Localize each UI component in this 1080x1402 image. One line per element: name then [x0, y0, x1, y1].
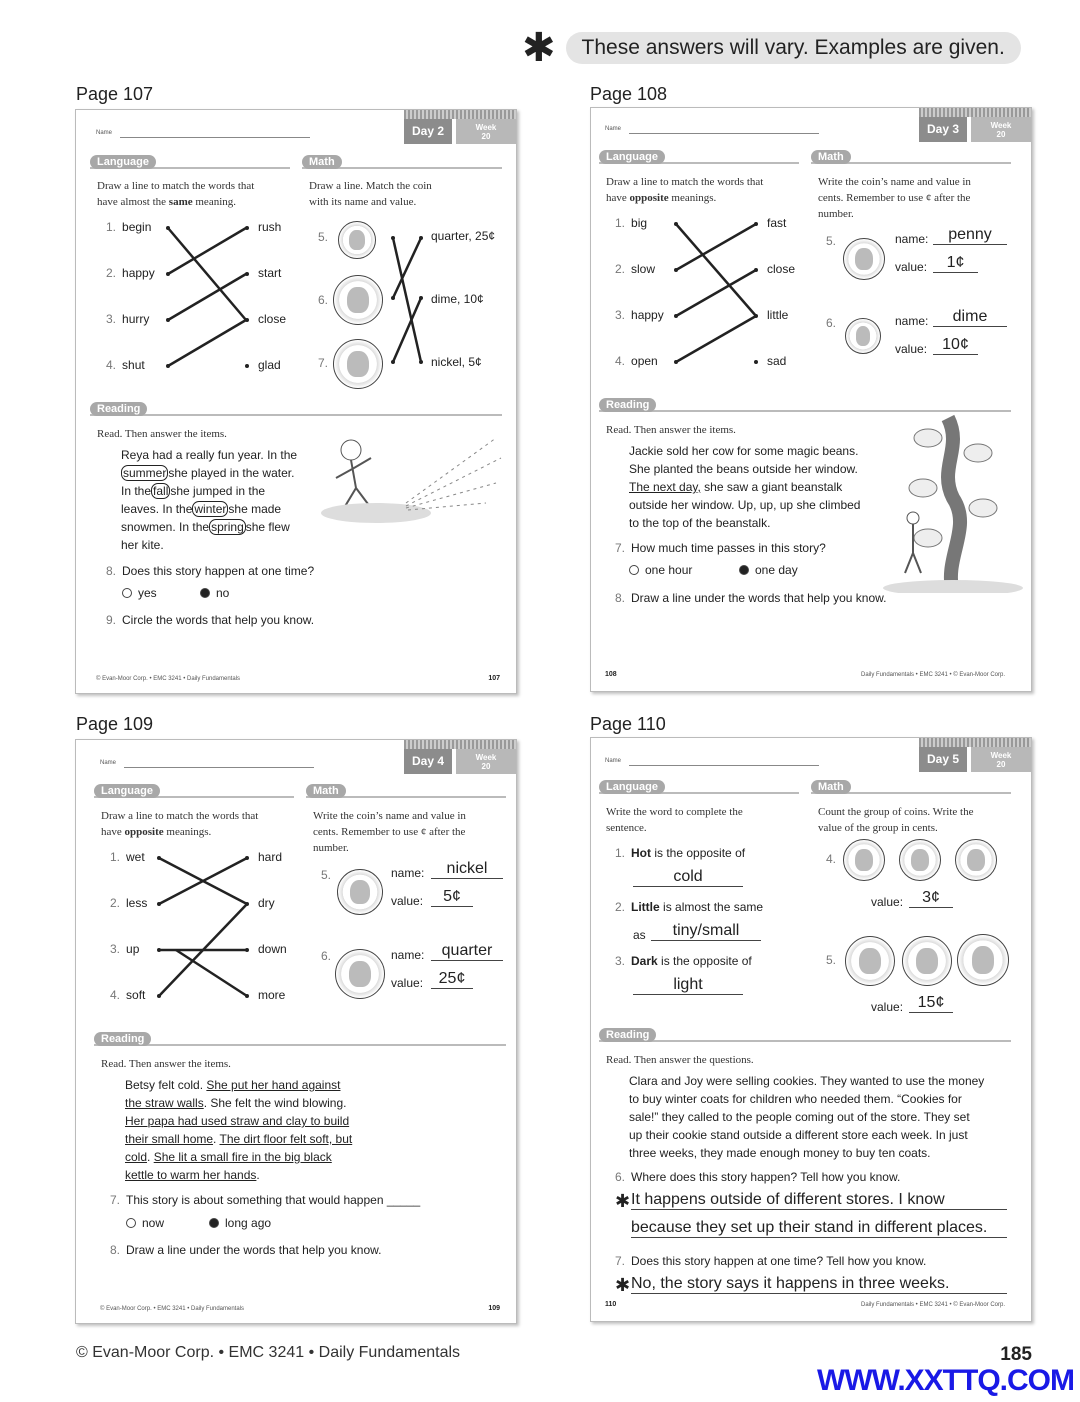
underlined-text: their small home — [125, 1132, 214, 1146]
worksheet-page-107 — [75, 109, 517, 694]
item-number: 7. — [110, 1193, 121, 1207]
story-line: she played in the water. — [168, 466, 295, 480]
reading-section-header — [90, 402, 502, 416]
nickel-coin-image — [957, 934, 1009, 986]
option-label: one day — [755, 563, 798, 577]
instr-line: Count the group of coins. Write the — [818, 806, 974, 818]
word: slow — [631, 262, 656, 276]
name-answer-row — [895, 314, 928, 328]
question-text: Does this story happen at one time? — [122, 564, 315, 578]
coin-value-answer: 25¢ — [431, 970, 473, 989]
word: open — [631, 354, 658, 368]
story-line: She planted the beans outside her window. — [629, 462, 858, 476]
instr-line: with its name and value. — [309, 196, 417, 208]
item-number: 8. — [106, 564, 117, 578]
week-label: Week — [475, 753, 497, 762]
question-7 — [615, 1254, 926, 1268]
instr-line: number. — [313, 842, 349, 854]
question-text: How much time passes in this story? — [631, 541, 826, 555]
coin-value-answer: 5¢ — [431, 888, 473, 907]
question-7 — [110, 1193, 420, 1207]
lines — [168, 228, 246, 366]
math-pill: Math — [306, 784, 346, 798]
nickel-coin-image — [337, 869, 383, 915]
question-text: Circle the words that help you know. — [122, 613, 315, 627]
sprinkler-illustration — [316, 428, 506, 528]
watermark: WWW.XXTTQ.COM — [817, 1364, 1074, 1397]
word: hurry — [122, 312, 150, 326]
right-word-4: sad — [767, 354, 787, 368]
question-text: is almost the same — [659, 900, 764, 914]
story-line: sale!” they called to the people coming out of the store. They set — [629, 1110, 970, 1124]
group-value-answer: 3¢ — [909, 889, 953, 908]
instr-line: number. — [818, 208, 854, 220]
word: soft — [126, 988, 146, 1002]
question-8 — [106, 564, 314, 578]
question-text: Draw a line under the words that help you know. — [126, 1243, 382, 1257]
coin-number: 7. — [318, 356, 329, 370]
right-word-1: rush — [258, 220, 282, 234]
language-pill: Language — [90, 155, 156, 169]
story-text — [629, 442, 860, 532]
day-badge: Day 2 — [404, 119, 452, 144]
answer-line: because they set up their stand in different places. — [631, 1219, 1007, 1238]
worksheet-page-number: 108 — [605, 671, 617, 678]
name-label: Name — [605, 758, 622, 764]
instr-line: have — [101, 826, 125, 838]
story-text — [629, 1072, 984, 1162]
worksheet-footer: © Evan-Moor Corp. • EMC 3241 • Daily Fundamentals — [100, 1306, 245, 1312]
right-word-3: down — [258, 942, 287, 956]
math-instructions — [818, 804, 1018, 836]
instr-line: Draw a line. Match the coin — [309, 180, 432, 192]
worksheet-page-110 — [590, 737, 1032, 1322]
circled-word: summer — [123, 466, 167, 480]
nickel-coin-image — [845, 936, 895, 986]
item-number: 1. — [106, 220, 117, 234]
question-9 — [106, 613, 314, 627]
note-text: These answers will vary. Examples are given. — [566, 32, 1021, 64]
reading-pill: Reading — [90, 402, 147, 416]
story-line: Clara and Joy were selling cookies. They wanted to use the money — [629, 1074, 985, 1088]
radio-filled-icon — [209, 1218, 219, 1228]
instr-line: Draw a line to match the words that — [101, 810, 259, 822]
question-8 — [110, 1243, 382, 1257]
language-pill: Language — [599, 150, 665, 164]
story-line: up their cookie stand outside a different store each week. In just — [629, 1128, 968, 1142]
story-line: three weeks, they made enough money to buy ten coats. — [629, 1146, 931, 1160]
language-pill: Language — [599, 780, 665, 794]
word: wet — [126, 850, 145, 864]
math-pill: Math — [811, 150, 851, 164]
reading-instructions: Read. Then answer the items. — [101, 1058, 231, 1070]
language-instructions — [606, 804, 806, 836]
page-107-label: Page 107 — [76, 84, 154, 104]
value-label: value: — [391, 976, 424, 990]
nickel-coin-image — [333, 339, 383, 389]
coin-number: 6. — [826, 316, 837, 330]
instr-line: Write the word to complete the — [606, 806, 743, 818]
question-text: is the opposite of — [651, 846, 746, 860]
value-answer-row — [391, 894, 423, 908]
week-badge — [971, 747, 1031, 772]
right-word-2: dry — [258, 896, 275, 910]
instr-line: have — [606, 192, 630, 204]
reading-pill: Reading — [599, 398, 656, 412]
question-text: This story is about something that would happen _____ — [126, 1193, 421, 1207]
right-word-1: hard — [258, 850, 283, 864]
instr-line: Draw a line to match the words that — [606, 176, 764, 188]
penny-coin-image — [843, 839, 885, 881]
right-word-2: close — [767, 262, 796, 276]
item-number: 8. — [615, 591, 626, 605]
item-number: 1. — [615, 846, 626, 860]
story-line: snowmen. In the — [121, 520, 210, 534]
item-number: 3. — [615, 954, 626, 968]
name-label: name: — [391, 866, 425, 880]
worksheet-page-number: 109 — [488, 1305, 500, 1312]
option-label: yes — [138, 586, 157, 600]
story-line: Reya had a really fun year. In the — [121, 448, 298, 462]
item-number: 2. — [106, 266, 117, 280]
page-110-label: Page 110 — [590, 714, 666, 734]
option-no — [200, 586, 229, 600]
story-line: Jackie sold her cow for some magic beans. — [629, 444, 859, 458]
question-2 — [615, 900, 763, 914]
story-line: In the — [121, 484, 152, 498]
question-8 — [615, 591, 887, 605]
instr-line: Write the coin’s name and value in — [313, 810, 466, 822]
story-line: . She felt the wind blowing. — [203, 1096, 347, 1110]
item-number: 1. — [615, 216, 626, 230]
instr-line: sentence. — [606, 822, 647, 834]
language-section-header — [599, 780, 799, 794]
story-line: to the top of the beanstalk. — [629, 516, 771, 530]
instr-line: Write the coin’s name and value in — [818, 176, 971, 188]
item-number: 3. — [615, 308, 626, 322]
right-word-4: more — [258, 988, 286, 1002]
instr-bold: opposite — [629, 192, 669, 204]
story-line: Betsy felt cold. — [125, 1078, 207, 1092]
coin-value-answer: 10¢ — [933, 336, 978, 355]
math-pill: Math — [811, 780, 851, 794]
coin-label-nickel: nickel, 5¢ — [431, 355, 482, 369]
reading-instructions: Read. Then answer the questions. — [606, 1054, 754, 1066]
option-long-ago — [209, 1216, 271, 1230]
story-line: she flew — [245, 520, 290, 534]
circled-word: fall — [153, 484, 169, 498]
coin-name-answer: nickel — [431, 860, 503, 879]
story-line: she made — [228, 502, 282, 516]
option-now — [126, 1216, 164, 1230]
coin-name-answer: dime — [933, 308, 1007, 327]
worksheet-page-number: 110 — [605, 1301, 617, 1308]
question-text: Does this story happen at one time? Tell how you know. — [631, 1254, 927, 1268]
option-label: one hour — [645, 563, 693, 577]
reading-section-header — [94, 1032, 506, 1046]
reading-section-header — [599, 1028, 1011, 1042]
bold-word: Little — [631, 900, 660, 914]
underlined-text: She lit a small fire in the big black — [153, 1150, 332, 1164]
penny-coin-image — [955, 839, 997, 881]
underlined-text: The dirt floor felt soft, but — [219, 1132, 353, 1146]
item-number: 1. — [110, 850, 121, 864]
item-number: 2. — [110, 896, 121, 910]
value-label: value: — [871, 1000, 904, 1014]
instr-line: cents. Remember to use ¢ after the — [313, 826, 466, 838]
instr-bold: opposite — [124, 826, 164, 838]
question-text: is the opposite of — [657, 954, 752, 968]
instr-line: have almost the — [97, 196, 169, 208]
day-badge: Day 3 — [919, 117, 967, 142]
coin-number: 5. — [318, 230, 329, 244]
word: less — [126, 896, 148, 910]
underlined-text: The next day, — [629, 480, 701, 494]
value-label: value: — [871, 895, 904, 909]
story-text — [125, 1076, 352, 1184]
option-label: no — [216, 586, 230, 600]
story-line: she saw a giant beanstalk — [700, 480, 843, 494]
coin-number: 5. — [826, 953, 837, 967]
value-label: value: — [895, 342, 928, 356]
question-7 — [615, 541, 826, 555]
story-line: . — [213, 1132, 220, 1146]
worksheet-footer: Daily Fundamentals • EMC 3241 • © Evan-Moor Corp. — [860, 1302, 1005, 1308]
underlined-text: She put her hand against — [206, 1078, 341, 1092]
option-label: long ago — [225, 1216, 272, 1230]
coin-number: 6. — [318, 293, 329, 307]
dime-coin-image — [338, 221, 376, 259]
right-word-3: little — [767, 308, 789, 322]
bold-word: Dark — [631, 954, 658, 968]
instr-line: Draw a line to match the words that — [97, 180, 255, 192]
nickel-coin-image — [902, 936, 952, 986]
name-label: name: — [895, 232, 929, 246]
week-label: Week — [475, 123, 497, 132]
instr-line: value of the group in cents. — [818, 822, 938, 834]
circled-word: spring — [211, 520, 244, 534]
item-number: 9. — [106, 613, 117, 627]
right-word-4: glad — [258, 358, 281, 372]
question-text: Where does this story happen? Tell how you know. — [631, 1170, 901, 1184]
option-yes — [122, 586, 157, 600]
item-number: 4. — [110, 988, 121, 1002]
radio-empty-icon — [122, 588, 132, 598]
bold-word: Hot — [631, 846, 652, 860]
item-number: 2. — [615, 262, 626, 276]
worksheet-header — [591, 738, 1031, 772]
coin-name-answer: penny — [933, 226, 1007, 245]
penny-coin-image — [899, 839, 941, 881]
word: happy — [631, 308, 664, 322]
question-1 — [615, 846, 745, 860]
word: happy — [122, 266, 155, 280]
coin-number: 6. — [321, 949, 332, 963]
asterisk-icon: ✱ — [615, 1275, 631, 1295]
value-answer-row — [895, 342, 927, 356]
story-line: . — [256, 1168, 260, 1182]
worksheet-page-108 — [590, 107, 1032, 692]
language-pill: Language — [94, 784, 160, 798]
value-label: value: — [895, 260, 928, 274]
option-one-day — [739, 563, 798, 577]
name-answer-row — [391, 866, 424, 880]
story-text — [121, 446, 297, 554]
value-label: value: — [391, 894, 424, 908]
name-answer-row — [895, 232, 928, 246]
week-number: 20 — [996, 760, 1006, 769]
week-label: Week — [990, 751, 1012, 760]
underlined-text: kettle to warm her hands — [125, 1168, 257, 1182]
day-badge: Day 4 — [404, 749, 452, 774]
question-3 — [615, 954, 752, 968]
radio-empty-icon — [629, 565, 639, 575]
answer-blank: tiny/small — [651, 922, 761, 941]
week-number: 20 — [481, 132, 491, 141]
item-number: 7. — [615, 541, 626, 555]
answer-blank: cold — [633, 868, 743, 887]
reading-pill: Reading — [599, 1028, 656, 1042]
word: big — [631, 216, 648, 230]
dime-coin-image — [845, 318, 881, 354]
story-line: outside her window. Up, up, up she climbed — [629, 498, 861, 512]
right-word-1: fast — [767, 216, 787, 230]
name-label: Name — [96, 130, 113, 136]
story-line: she jumped in the — [170, 484, 266, 498]
story-line: . — [147, 1150, 154, 1164]
instr-line: meaning. — [192, 196, 237, 208]
radio-filled-icon — [739, 565, 749, 575]
name-line — [629, 765, 819, 766]
story-line: to buy winter coats for children who needed them. “Cookies for — [629, 1092, 962, 1106]
item-number: 4. — [615, 354, 626, 368]
instr-bold: same — [168, 196, 193, 208]
book-footer: © Evan-Moor Corp. • EMC 3241 • Daily Fundamentals — [76, 1344, 461, 1361]
penny-coin-image — [843, 238, 885, 280]
coin-value-answer: 1¢ — [933, 254, 978, 273]
value-answer-row — [391, 976, 423, 990]
coin-label-quarter: quarter, 25¢ — [431, 229, 496, 243]
answer-note — [522, 28, 1021, 68]
book-page-number: 185 — [1000, 1344, 1032, 1365]
instr-line: meanings. — [163, 826, 212, 838]
quarter-coin-image — [333, 275, 383, 325]
word: up — [126, 942, 140, 956]
item-number: 2. — [615, 900, 626, 914]
question-text: Draw a line under the words that help you know. — [631, 591, 887, 605]
coin-number: 5. — [321, 868, 332, 882]
right-word-2: start — [258, 266, 282, 280]
item-number: 6. — [615, 1170, 626, 1184]
reading-instructions: Read. Then answer the items. — [97, 428, 227, 440]
group-value-answer: 15¢ — [909, 994, 953, 1013]
as-label: as — [633, 928, 646, 942]
math-section-header — [811, 780, 1011, 794]
instr-line: cents. Remember to use ¢ after the — [818, 192, 971, 204]
option-label: now — [142, 1216, 165, 1230]
item-number: 3. — [110, 942, 121, 956]
week-label: Week — [990, 121, 1012, 130]
week-number: 20 — [996, 130, 1006, 139]
underlined-text: Her papa had used straw and clay to build — [125, 1114, 350, 1128]
math-pill: Math — [302, 155, 342, 169]
worksheet-page-number: 107 — [488, 675, 500, 682]
item-number: 4. — [106, 358, 117, 372]
right-word-3: close — [258, 312, 287, 326]
instr-line: meanings. — [668, 192, 717, 204]
beanstalk-illustration — [883, 408, 1023, 593]
asterisk-icon: ✱ — [615, 1191, 631, 1211]
name-label: Name — [605, 126, 622, 132]
item-number: 8. — [110, 1243, 121, 1257]
quarter-coin-image — [335, 949, 385, 999]
worksheet-page-109 — [75, 739, 517, 1324]
name-label: name: — [391, 948, 425, 962]
option-one-hour — [629, 563, 692, 577]
name-label: name: — [895, 314, 929, 328]
name-label: Name — [100, 760, 117, 766]
item-number: 7. — [615, 1254, 626, 1268]
week-number: 20 — [481, 762, 491, 771]
reading-pill: Reading — [94, 1032, 151, 1046]
radio-empty-icon — [126, 1218, 136, 1228]
page-109-label: Page 109 — [76, 714, 154, 734]
question-6 — [615, 1170, 900, 1184]
page-108-label: Page 108 — [590, 84, 668, 104]
answer-line: No, the story says it happens in three weeks. — [631, 1275, 1007, 1294]
asterisk-icon: ✱ — [522, 26, 556, 70]
name-answer-row — [391, 948, 424, 962]
radio-filled-icon — [200, 588, 210, 598]
word: shut — [122, 358, 145, 372]
story-line: leaves. In the — [121, 502, 193, 516]
item-number: 3. — [106, 312, 117, 326]
value-answer-row — [895, 260, 927, 274]
underlined-text: cold — [125, 1150, 148, 1164]
coin-number: 4. — [826, 852, 837, 866]
circled-word: winter — [194, 502, 227, 516]
day-badge: Day 5 — [919, 747, 967, 772]
coin-name-answer: quarter — [431, 942, 503, 961]
reading-instructions: Read. Then answer the items. — [606, 424, 736, 436]
coin-number: 5. — [826, 234, 837, 248]
story-line: her kite. — [121, 538, 164, 552]
answer-blank: light — [633, 976, 743, 995]
header-strip — [919, 738, 1031, 747]
coin-label-dime: dime, 10¢ — [431, 292, 484, 306]
worksheet-footer: © Evan-Moor Corp. • EMC 3241 • Daily Fundamentals — [96, 676, 241, 682]
underlined-text: the straw walls — [125, 1096, 204, 1110]
answer-line: It happens outside of different stores. I know — [631, 1191, 1007, 1210]
worksheet-footer: Daily Fundamentals • EMC 3241 • © Evan-Moor Corp. — [860, 672, 1005, 678]
word: begin — [122, 220, 152, 234]
